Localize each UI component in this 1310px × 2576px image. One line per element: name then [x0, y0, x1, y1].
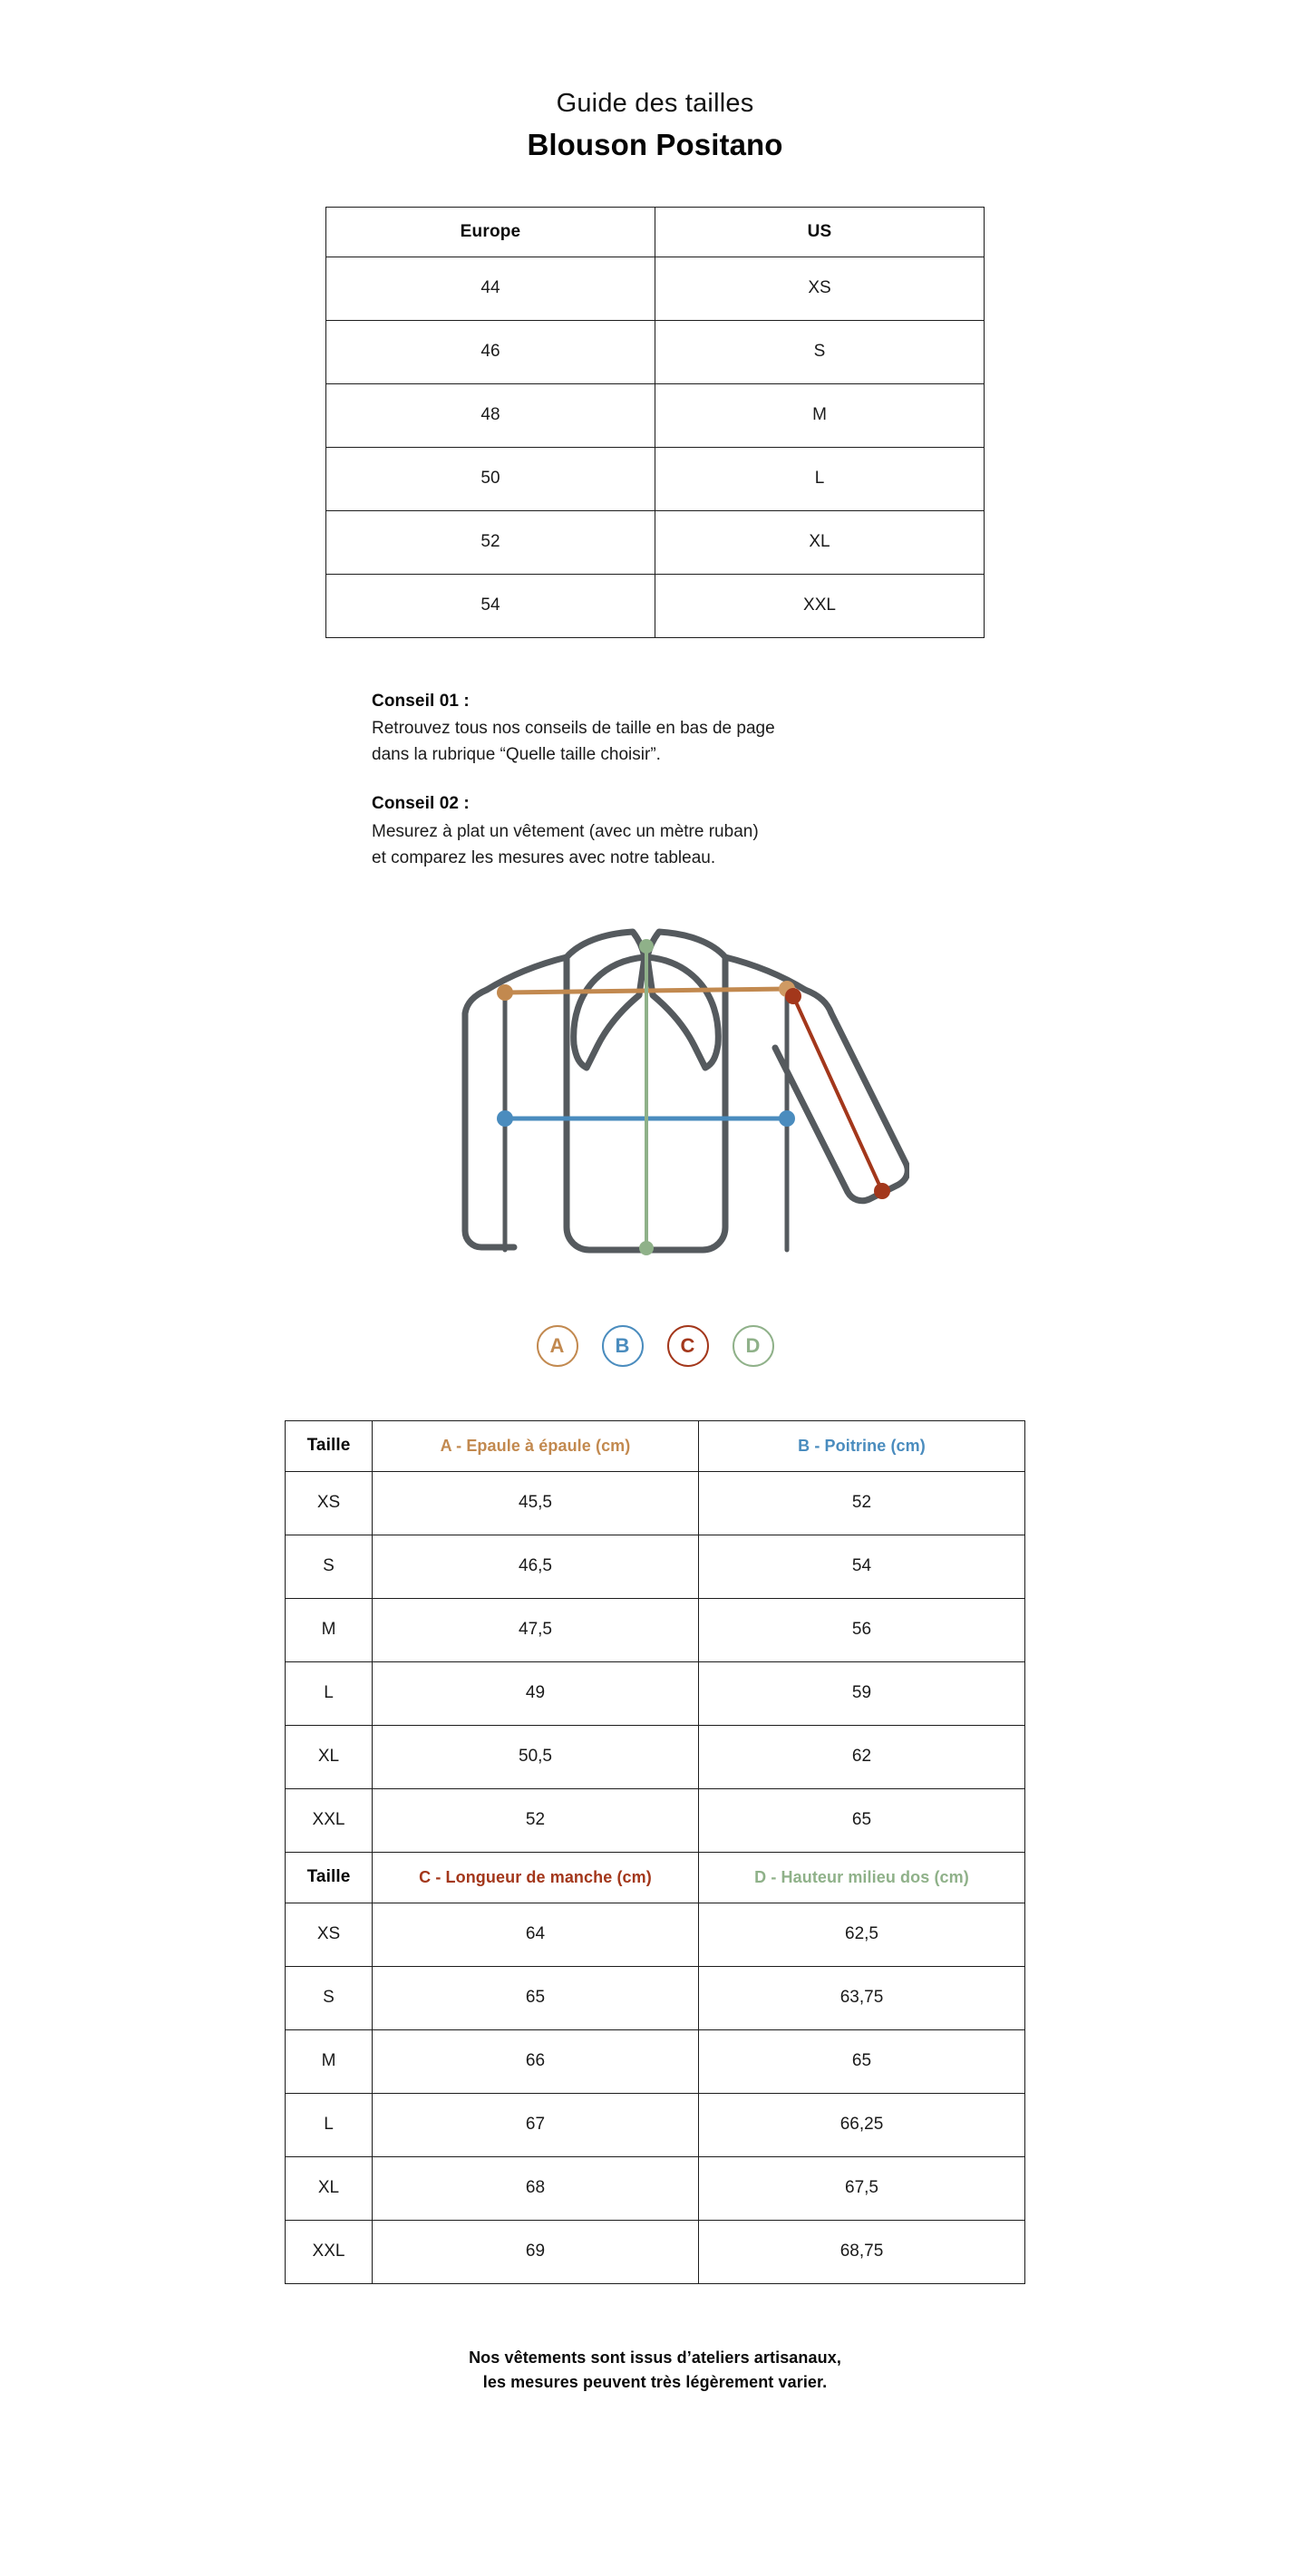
cell-measurement: 54 [699, 1535, 1025, 1598]
cell-measurement: 47,5 [373, 1598, 699, 1661]
table-row [286, 1903, 1025, 1966]
cell-size: M [286, 2029, 373, 2093]
cell-measurement: 68,75 [699, 2220, 1025, 2283]
column-header-back-height: D - Hauteur milieu dos (cm) [699, 1852, 1025, 1903]
cell-measurement: 66 [373, 2029, 699, 2093]
cell-measurement: 49 [373, 1661, 699, 1725]
legend-badge-b [602, 1325, 644, 1367]
page-title: Blouson Positano [527, 128, 783, 162]
cell-us-size: M [655, 383, 985, 447]
cell-measurement: 68 [373, 2156, 699, 2220]
cell-europe-size: 48 [326, 383, 655, 447]
cell-size: S [286, 1535, 373, 1598]
cell-size: XL [286, 1725, 373, 1788]
legend-badge-d [733, 1325, 774, 1367]
legend-letter: D [745, 1333, 761, 1357]
footnote [0, 2346, 1310, 2449]
cell-size: XS [286, 1903, 373, 1966]
cell-measurement: 52 [373, 1788, 699, 1852]
table-row [326, 383, 985, 447]
garment-diagram [402, 912, 909, 1320]
column-header-chest: B - Poitrine (cm) [699, 1420, 1025, 1471]
tip-block [372, 791, 1310, 872]
column-header-sleeve-length: C - Longueur de manche (cm) [373, 1852, 699, 1903]
column-header-us: US [655, 207, 985, 257]
cell-size: M [286, 1598, 373, 1661]
cell-measurement: 65 [699, 1788, 1025, 1852]
cell-measurement: 66,25 [699, 2093, 1025, 2156]
tip-title: Conseil 01 : [372, 691, 470, 711]
column-header-europe: Europe [326, 207, 655, 257]
cell-us-size: S [655, 320, 985, 383]
table-header-row [326, 207, 985, 257]
cell-measurement: 67,5 [699, 2156, 1025, 2220]
cell-measurement: 65 [373, 1966, 699, 2029]
cell-measurement: 62 [699, 1725, 1025, 1788]
measurement-legend [0, 1325, 1310, 1367]
cell-us-size: XXL [655, 574, 985, 637]
table-row [326, 574, 985, 637]
column-header-size: Taille [286, 1420, 373, 1471]
cell-europe-size: 44 [326, 257, 655, 320]
cell-size: XXL [286, 2220, 373, 2283]
cell-size: XS [286, 1471, 373, 1535]
cell-measurement: 63,75 [699, 1966, 1025, 2029]
garment-diagram-wrap [0, 912, 1310, 1320]
table-row [286, 1966, 1025, 2029]
cell-measurement: 59 [699, 1661, 1025, 1725]
legend-badge-c [667, 1325, 709, 1367]
cell-measurement: 45,5 [373, 1471, 699, 1535]
cell-europe-size: 46 [326, 320, 655, 383]
table-row [286, 2029, 1025, 2093]
legend-letter: A [549, 1333, 565, 1357]
cell-measurement: 69 [373, 2220, 699, 2283]
table-row [286, 1598, 1025, 1661]
table-row [326, 257, 985, 320]
cell-us-size: XL [655, 510, 985, 574]
cell-measurement: 62,5 [699, 1903, 1025, 1966]
cell-size: XL [286, 2156, 373, 2220]
table-row [326, 510, 985, 574]
cell-size: L [286, 2093, 373, 2156]
table-row [286, 1725, 1025, 1788]
column-header-size: Taille [286, 1852, 373, 1903]
tip-title: Conseil 02 : [372, 794, 470, 814]
cell-us-size: XS [655, 257, 985, 320]
page-header [0, 0, 1310, 164]
table-row [286, 1661, 1025, 1725]
table-header-row [286, 1852, 1025, 1903]
size-conversion-table [325, 207, 985, 638]
cell-europe-size: 54 [326, 574, 655, 637]
table-header-row [286, 1420, 1025, 1471]
table-row [286, 1535, 1025, 1598]
legend-badge-a [537, 1325, 578, 1367]
garment-right-sleeve [775, 990, 907, 1201]
page-eyebrow: Guide des tailles [556, 89, 754, 118]
cell-measurement: 64 [373, 1903, 699, 1966]
cell-size: XXL [286, 1788, 373, 1852]
tip-line: Mesurez à plat un vêtement (avec un mètre ruban) [372, 822, 759, 841]
tips-section [0, 689, 1310, 872]
tip-line: Retrouvez tous nos conseils de taille en bas de page [372, 719, 775, 739]
footnote-line-1: Nos vêtements sont issus d’ateliers artisanaux, [469, 2348, 841, 2367]
tip-line: dans la rubrique “Quelle taille choisir”. [372, 745, 661, 765]
measurement-table [285, 1420, 1025, 2284]
cell-size: L [286, 1661, 373, 1725]
cell-size: S [286, 1966, 373, 2029]
legend-letter: B [615, 1333, 630, 1357]
column-header-shoulder: A - Epaule à épaule (cm) [373, 1420, 699, 1471]
cell-measurement: 67 [373, 2093, 699, 2156]
table-row [286, 2156, 1025, 2220]
cell-measurement: 50,5 [373, 1725, 699, 1788]
footnote-line-2: les mesures peuvent très légèrement varier. [482, 2372, 828, 2391]
tip-line: et comparez les mesures avec notre tableau. [372, 847, 716, 867]
cell-measurement: 46,5 [373, 1535, 699, 1598]
table-row [326, 447, 985, 510]
measurement-table-wrap [0, 1420, 1310, 2284]
table-row [286, 1788, 1025, 1852]
table-row [286, 1471, 1025, 1535]
cell-measurement: 65 [699, 2029, 1025, 2093]
legend-letter: C [680, 1333, 695, 1357]
table-row [326, 320, 985, 383]
table-row [286, 2093, 1025, 2156]
cell-europe-size: 50 [326, 447, 655, 510]
table-row [286, 2220, 1025, 2283]
tip-block [372, 689, 1310, 770]
cell-measurement: 52 [699, 1471, 1025, 1535]
cell-europe-size: 52 [326, 510, 655, 574]
cell-us-size: L [655, 447, 985, 510]
cell-measurement: 56 [699, 1598, 1025, 1661]
size-conversion-table-wrap [0, 207, 1310, 638]
